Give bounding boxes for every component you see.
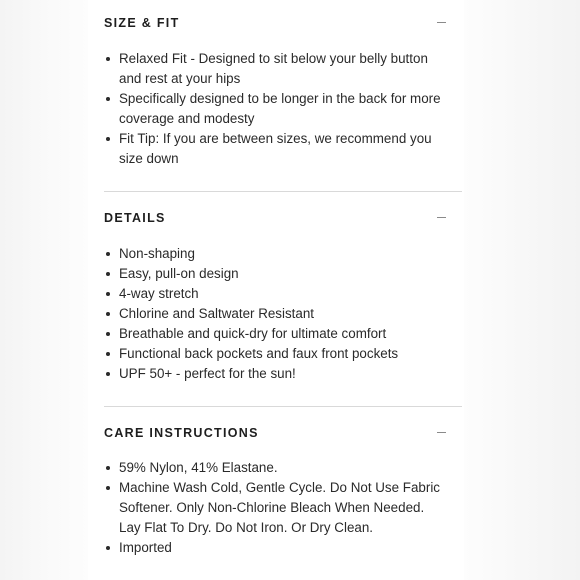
- section-details: [104, 208, 462, 384]
- list-item: 4-way stretch: [104, 284, 449, 304]
- section-size-fit: [104, 13, 462, 169]
- list-item: Relaxed Fit - Designed to sit below your belly button and rest at your hips: [104, 49, 449, 89]
- list-item: 59% Nylon, 41% Elastane.: [104, 458, 449, 478]
- section-divider: [104, 191, 462, 192]
- section-header-size-fit[interactable]: [104, 13, 462, 33]
- bullet-list: [104, 49, 462, 169]
- minus-icon[interactable]: [437, 22, 446, 23]
- list-item: Specifically designed to be longer in the back for more coverage and modesty: [104, 89, 449, 129]
- minus-icon[interactable]: [437, 217, 446, 218]
- list-item: UPF 50+ - perfect for the sun!: [104, 364, 449, 384]
- section-title: DETAILS: [104, 211, 166, 225]
- list-item: Imported: [104, 538, 449, 558]
- section-care-instructions: [104, 423, 462, 558]
- section-header-details[interactable]: [104, 208, 462, 228]
- minus-icon[interactable]: [437, 432, 446, 433]
- product-info-accordion: [88, 0, 464, 580]
- list-item: Machine Wash Cold, Gentle Cycle. Do Not Use Fabric Softener. Only Non-Chlorine Bleach When Needed. Lay Flat To Dry. Do Not Iron. Or Dry Clean.: [104, 478, 449, 538]
- list-item: Functional back pockets and faux front pockets: [104, 344, 449, 364]
- list-item: Chlorine and Saltwater Resistant: [104, 304, 449, 324]
- section-divider: [104, 406, 462, 407]
- list-item: Non-shaping: [104, 244, 449, 264]
- bullet-list: [104, 458, 462, 558]
- section-title: CARE INSTRUCTIONS: [104, 426, 259, 440]
- section-header-care-instructions[interactable]: [104, 423, 462, 443]
- bullet-list: [104, 244, 462, 384]
- list-item: Breathable and quick-dry for ultimate comfort: [104, 324, 449, 344]
- list-item: Easy, pull-on design: [104, 264, 449, 284]
- background-right: [464, 0, 580, 580]
- list-item: Fit Tip: If you are between sizes, we recommend you size down: [104, 129, 449, 169]
- background-left: [0, 0, 88, 580]
- section-title: SIZE & FIT: [104, 16, 180, 30]
